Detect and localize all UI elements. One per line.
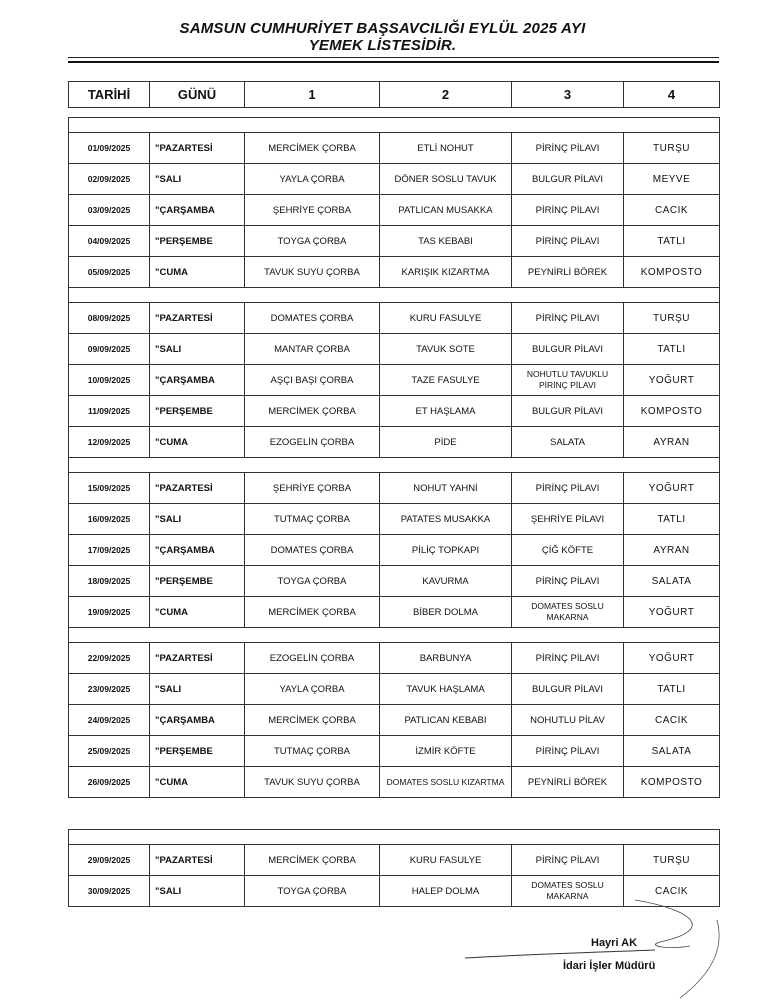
table-row xyxy=(69,427,720,458)
document-subtitle: YEMEK LİSTESİDİR. xyxy=(308,37,457,54)
course-1-cell: YAYLA ÇORBA xyxy=(245,674,380,705)
day-cell: "PAZARTESİ xyxy=(150,845,245,876)
table-row xyxy=(69,566,720,597)
course-4-cell: TATLI xyxy=(624,504,720,535)
day-cell: "SALI xyxy=(150,504,245,535)
week-separator-cell xyxy=(69,288,720,303)
course-3-cell: DOMATES SOSLU MAKARNA xyxy=(512,876,624,907)
day-cell: "PERŞEMBE xyxy=(150,226,245,257)
table-row xyxy=(69,226,720,257)
course-4-cell: YOĞURT xyxy=(624,643,720,674)
course-4-cell: SALATA xyxy=(624,566,720,597)
date-cell: 17/09/2025 xyxy=(69,535,150,566)
course-4-cell: CACIK xyxy=(624,705,720,736)
course-3-cell: ŞEHRİYE PİLAVI xyxy=(512,504,624,535)
date-cell: 05/09/2025 xyxy=(69,257,150,288)
course-4-cell: CACIK xyxy=(624,876,720,907)
title-rule xyxy=(68,57,719,58)
column-header-3: 3 xyxy=(512,82,624,108)
course-2-cell: HALEP DOLMA xyxy=(380,876,512,907)
date-cell: 18/09/2025 xyxy=(69,566,150,597)
course-3-cell: BULGUR PİLAVI xyxy=(512,164,624,195)
day-cell: "SALI xyxy=(150,876,245,907)
course-4-cell: CACIK xyxy=(624,195,720,226)
table-row xyxy=(69,845,720,876)
course-2-cell: BİBER DOLMA xyxy=(380,597,512,628)
week-separator-cell xyxy=(69,458,720,473)
date-cell: 16/09/2025 xyxy=(69,504,150,535)
date-cell: 25/09/2025 xyxy=(69,736,150,767)
table-row xyxy=(69,257,720,288)
course-2-cell: PİDE xyxy=(380,427,512,458)
course-1-cell: MERCİMEK ÇORBA xyxy=(245,396,380,427)
table-row xyxy=(69,643,720,674)
day-cell: "PAZARTESİ xyxy=(150,303,245,334)
day-cell: "PAZARTESİ xyxy=(150,133,245,164)
table-row xyxy=(69,504,720,535)
date-cell: 19/09/2025 xyxy=(69,597,150,628)
course-4-cell: YOĞURT xyxy=(624,473,720,504)
day-cell: "PERŞEMBE xyxy=(150,566,245,597)
date-cell: 04/09/2025 xyxy=(69,226,150,257)
table-row xyxy=(69,365,720,396)
course-4-cell: SALATA xyxy=(624,736,720,767)
date-cell: 11/09/2025 xyxy=(69,396,150,427)
course-2-cell: KAVURMA xyxy=(380,566,512,597)
table-row xyxy=(69,473,720,504)
column-header-4: 4 xyxy=(624,82,720,108)
course-2-cell: PATLICAN MUSAKKA xyxy=(380,195,512,226)
menu-table xyxy=(68,117,720,798)
course-3-cell: BULGUR PİLAVI xyxy=(512,674,624,705)
course-1-cell: DOMATES ÇORBA xyxy=(245,303,380,334)
course-4-cell: TURŞU xyxy=(624,845,720,876)
date-cell: 22/09/2025 xyxy=(69,643,150,674)
course-1-cell: YAYLA ÇORBA xyxy=(245,164,380,195)
menu-header-table xyxy=(68,81,720,108)
table-row xyxy=(69,303,720,334)
course-1-cell: ŞEHRİYE ÇORBA xyxy=(245,195,380,226)
course-1-cell: MERCİMEK ÇORBA xyxy=(245,705,380,736)
course-4-cell: KOMPOSTO xyxy=(624,257,720,288)
course-3-cell: PEYNİRLİ BÖREK xyxy=(512,257,624,288)
date-cell: 09/09/2025 xyxy=(69,334,150,365)
course-2-cell: KARIŞIK KIZARTMA xyxy=(380,257,512,288)
course-1-cell: MANTAR ÇORBA xyxy=(245,334,380,365)
course-4-cell: TATLI xyxy=(624,334,720,365)
course-2-cell: KURU FASULYE xyxy=(380,845,512,876)
day-cell: "SALI xyxy=(150,674,245,705)
course-1-cell: EZOGELİN ÇORBA xyxy=(245,427,380,458)
day-cell: "PAZARTESİ xyxy=(150,643,245,674)
course-4-cell: AYRAN xyxy=(624,427,720,458)
course-2-cell: TAS KEBABI xyxy=(380,226,512,257)
column-header-1: 1 xyxy=(245,82,380,108)
header-row xyxy=(69,82,720,108)
day-cell: "ÇARŞAMBA xyxy=(150,365,245,396)
course-4-cell: TATLI xyxy=(624,674,720,705)
week-separator xyxy=(69,288,720,303)
day-cell: "CUMA xyxy=(150,427,245,458)
course-3-cell: PİRİNÇ PİLAVI xyxy=(512,566,624,597)
course-1-cell: AŞÇI BAŞI ÇORBA xyxy=(245,365,380,396)
course-1-cell: TUTMAÇ ÇORBA xyxy=(245,504,380,535)
course-3-cell: BULGUR PİLAVI xyxy=(512,334,624,365)
day-cell: "CUMA xyxy=(150,767,245,798)
column-header-2: 2 xyxy=(380,82,512,108)
course-3-cell: NOHUTLU TAVUKLU PİRİNÇ PİLAVI xyxy=(512,365,624,396)
course-3-cell: PİRİNÇ PİLAVI xyxy=(512,845,624,876)
week-separator xyxy=(69,118,720,133)
course-3-cell: PİRİNÇ PİLAVI xyxy=(512,643,624,674)
course-2-cell: DOMATES SOSLU KIZARTMA xyxy=(380,767,512,798)
table-row xyxy=(69,133,720,164)
signatory-title: İdari İşler Müdürü xyxy=(563,960,656,972)
course-2-cell: ETLİ NOHUT xyxy=(380,133,512,164)
date-cell: 29/09/2025 xyxy=(69,845,150,876)
course-2-cell: KURU FASULYE xyxy=(380,303,512,334)
day-cell: "ÇARŞAMBA xyxy=(150,195,245,226)
date-cell: 24/09/2025 xyxy=(69,705,150,736)
table-row xyxy=(69,705,720,736)
table-row xyxy=(69,396,720,427)
signatory-name: Hayri AK xyxy=(591,937,638,949)
date-cell: 15/09/2025 xyxy=(69,473,150,504)
table-row xyxy=(69,195,720,226)
date-cell: 08/09/2025 xyxy=(69,303,150,334)
table-row xyxy=(69,674,720,705)
course-3-cell: PİRİNÇ PİLAVI xyxy=(512,195,624,226)
course-2-cell: TAZE FASULYE xyxy=(380,365,512,396)
course-1-cell: DOMATES ÇORBA xyxy=(245,535,380,566)
course-3-cell: BULGUR PİLAVI xyxy=(512,396,624,427)
date-cell: 26/09/2025 xyxy=(69,767,150,798)
table-row xyxy=(69,767,720,798)
course-4-cell: KOMPOSTO xyxy=(624,396,720,427)
course-4-cell: YOĞURT xyxy=(624,597,720,628)
course-3-cell: PİRİNÇ PİLAVI xyxy=(512,303,624,334)
course-1-cell: TAVUK SUYU ÇORBA xyxy=(245,257,380,288)
day-cell: "ÇARŞAMBA xyxy=(150,535,245,566)
week-separator xyxy=(69,458,720,473)
course-2-cell: DÖNER SOSLU TAVUK xyxy=(380,164,512,195)
day-cell: "PERŞEMBE xyxy=(150,736,245,767)
date-cell: 10/09/2025 xyxy=(69,365,150,396)
day-cell: "PAZARTESİ xyxy=(150,473,245,504)
course-3-cell: SALATA xyxy=(512,427,624,458)
course-2-cell: TAVUK HAŞLAMA xyxy=(380,674,512,705)
course-1-cell: TAVUK SUYU ÇORBA xyxy=(245,767,380,798)
day-cell: "CUMA xyxy=(150,597,245,628)
column-header-day: GÜNÜ xyxy=(150,82,245,108)
table-row xyxy=(69,736,720,767)
table-row xyxy=(69,334,720,365)
course-3-cell: PEYNİRLİ BÖREK xyxy=(512,767,624,798)
course-4-cell: MEYVE xyxy=(624,164,720,195)
date-cell: 01/09/2025 xyxy=(69,133,150,164)
course-3-cell: PİRİNÇ PİLAVI xyxy=(512,736,624,767)
day-cell: "CUMA xyxy=(150,257,245,288)
course-2-cell: PİLİÇ TOPKAPI xyxy=(380,535,512,566)
course-3-cell: PİRİNÇ PİLAVI xyxy=(512,133,624,164)
date-cell: 02/09/2025 xyxy=(69,164,150,195)
course-3-cell: PİRİNÇ PİLAVI xyxy=(512,226,624,257)
course-2-cell: TAVUK SOTE xyxy=(380,334,512,365)
course-4-cell: AYRAN xyxy=(624,535,720,566)
day-cell: "SALI xyxy=(150,334,245,365)
column-header-date: TARİHİ xyxy=(69,82,150,108)
day-cell: "PERŞEMBE xyxy=(150,396,245,427)
course-2-cell: PATLICAN KEBABI xyxy=(380,705,512,736)
document-title: SAMSUN CUMHURİYET BAŞSAVCILIĞI EYLÜL 2025 AYI xyxy=(179,20,586,37)
course-2-cell: BARBUNYA xyxy=(380,643,512,674)
course-4-cell: TATLI xyxy=(624,226,720,257)
week-separator xyxy=(69,628,720,643)
course-1-cell: MERCİMEK ÇORBA xyxy=(245,133,380,164)
title-rule-bold xyxy=(68,61,719,63)
course-2-cell: İZMİR KÖFTE xyxy=(380,736,512,767)
course-2-cell: PATATES MUSAKKA xyxy=(380,504,512,535)
course-1-cell: MERCİMEK ÇORBA xyxy=(245,597,380,628)
day-cell: "ÇARŞAMBA xyxy=(150,705,245,736)
day-cell: "SALI xyxy=(150,164,245,195)
date-cell: 23/09/2025 xyxy=(69,674,150,705)
course-3-cell: ÇİĞ KÖFTE xyxy=(512,535,624,566)
date-cell: 03/09/2025 xyxy=(69,195,150,226)
week-separator xyxy=(69,830,720,845)
course-1-cell: TOYGA ÇORBA xyxy=(245,226,380,257)
course-1-cell: ŞEHRİYE ÇORBA xyxy=(245,473,380,504)
course-4-cell: KOMPOSTO xyxy=(624,767,720,798)
date-cell: 30/09/2025 xyxy=(69,876,150,907)
course-1-cell: TUTMAÇ ÇORBA xyxy=(245,736,380,767)
course-1-cell: TOYGA ÇORBA xyxy=(245,876,380,907)
course-2-cell: ET HAŞLAMA xyxy=(380,396,512,427)
course-2-cell: NOHUT YAHNİ xyxy=(380,473,512,504)
table-row xyxy=(69,164,720,195)
week-separator-cell xyxy=(69,628,720,643)
table-row xyxy=(69,535,720,566)
date-cell: 12/09/2025 xyxy=(69,427,150,458)
course-1-cell: TOYGA ÇORBA xyxy=(245,566,380,597)
course-4-cell: TURŞU xyxy=(624,133,720,164)
course-3-cell: DOMATES SOSLU MAKARNA xyxy=(512,597,624,628)
table-row xyxy=(69,597,720,628)
course-1-cell: MERCİMEK ÇORBA xyxy=(245,845,380,876)
course-3-cell: NOHUTLU PİLAV xyxy=(512,705,624,736)
week-separator-cell xyxy=(69,830,720,845)
week-separator-cell xyxy=(69,118,720,133)
course-4-cell: YOĞURT xyxy=(624,365,720,396)
course-3-cell: PİRİNÇ PİLAVI xyxy=(512,473,624,504)
course-1-cell: EZOGELİN ÇORBA xyxy=(245,643,380,674)
course-4-cell: TURŞU xyxy=(624,303,720,334)
